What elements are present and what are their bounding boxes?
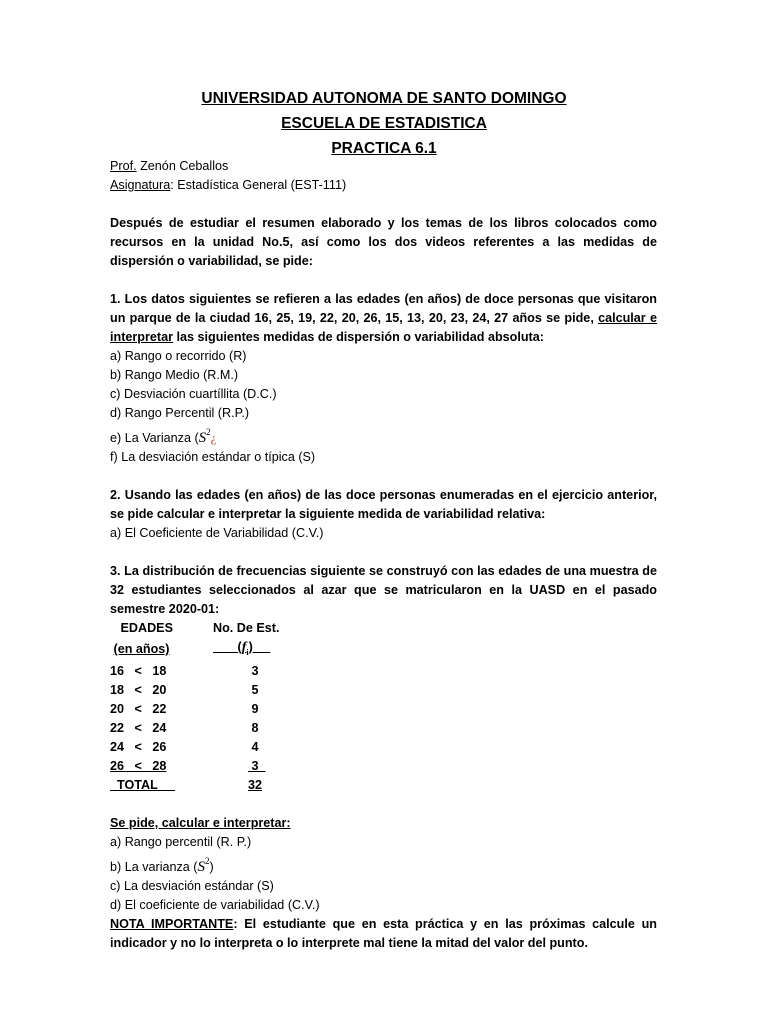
note-label: NOTA IMPORTANTE xyxy=(110,916,234,931)
table-header-row xyxy=(110,619,323,638)
q1-item: c) Desviación cuartíllita (D.C.) xyxy=(110,387,277,401)
task-item: d) El coeficiente de variabilidad (C.V.) xyxy=(110,897,320,912)
table-subheader-row xyxy=(110,638,323,662)
variance-symbol: $S^2$ xyxy=(197,855,210,875)
university-title: UNIVERSIDAD AUTONOMA DE SANTO DOMINGO xyxy=(201,90,567,107)
q1-item-e-text: e) La Varianza ( xyxy=(110,431,199,445)
col2-subheader: $(f_i)$ xyxy=(237,640,253,657)
col1-header: EDADES xyxy=(120,621,173,635)
table-row: 20 < 22 9 xyxy=(110,701,259,716)
task-item-b: b) La varianza $(S^2)$ xyxy=(110,855,214,875)
intro-paragraph: Después de estudiar el resumen elaborado y los temas de los libros colocados como recursos en la unidad No.5, así como los dos videos referentes a las medidas de dispersión o variabilidad, se pide: xyxy=(110,216,657,268)
subject-line xyxy=(110,176,657,195)
q1-text-u2: interpretar xyxy=(110,330,173,344)
important-note xyxy=(110,915,657,953)
document-body xyxy=(110,157,657,953)
prof-label: Prof. xyxy=(110,159,137,173)
professor-line xyxy=(110,157,657,176)
q1-item: b) Rango Medio (R.M.) xyxy=(110,368,239,382)
subject-value: : Estadística General (EST-111) xyxy=(170,178,347,192)
question-3: 3. La distribución de frecuencias siguiente se construyó con las edades de una muestra de 32 estudiantes seleccionados al azar que se matricularon en la UASD en el pasado semestre 2020-01: xyxy=(110,564,657,616)
table-total-row: TOTAL 32 xyxy=(117,777,263,792)
task-item: c) La desviación estándar (S) xyxy=(110,878,274,893)
q1-item-e xyxy=(110,423,657,448)
practice-title: PRACTICA 6.1 xyxy=(331,140,437,157)
q1-item: d) Rango Percentil (R.P.) xyxy=(110,406,250,420)
document-header xyxy=(0,86,768,161)
col1-subheader: (en años) xyxy=(113,642,170,657)
garbled-glyph: ¿ xyxy=(210,430,217,445)
variance-symbol: $S^2$ xyxy=(198,427,211,446)
subject-label: Asignatura xyxy=(110,178,171,192)
table-row: 26 < 28 3 xyxy=(110,758,259,773)
tasks-heading: Se pide, calcular e interpretar: xyxy=(110,815,291,830)
q1-text-a: 1. Los datos siguientes se refieren a las edades (en años) de doce personas que visitaron un parque de la ciudad 16, 25, 19, 22, 20, 26, 15, 13, 20, 23, 24, 27 años se pide, xyxy=(110,292,657,325)
note-text: : El estudiante que en esta práctica y en las próximas calcule un indicador y no lo interpreta o lo interprete mal tiene la mitad del valor del punto. xyxy=(110,916,657,950)
table-row: 16 < 18 3 xyxy=(110,663,259,678)
q1-text-b: las siguientes medidas de dispersión o variabilidad absoluta: xyxy=(173,330,544,344)
school-title: ESCUELA DE ESTADISTICA xyxy=(281,115,487,132)
col2-header: No. De Est. xyxy=(213,621,280,635)
question-1 xyxy=(110,290,657,347)
q2-item: a) El Coeficiente de Variabilidad (C.V.) xyxy=(110,526,324,540)
table-row: 24 < 26 4 xyxy=(110,739,259,754)
task-item: a) Rango percentil (R. P.) xyxy=(110,834,252,849)
prof-name: Zenón Ceballos xyxy=(136,159,229,173)
question-2: 2. Usando las edades (en años) de las doce personas enumeradas en el ejercicio anterior, se pide calcular e interpretar la siguiente medida de variabilidad relativa: xyxy=(110,488,657,521)
table-row: 18 < 20 5 xyxy=(110,682,259,697)
q1-text-u1: calcular e xyxy=(598,311,657,325)
q1-item: a) Rango o recorrido (R) xyxy=(110,349,247,363)
frequency-table xyxy=(110,619,323,795)
table-row: 22 < 24 8 xyxy=(110,720,259,735)
q1-item-f: f) La desviación estándar o típica (S) xyxy=(110,450,316,464)
